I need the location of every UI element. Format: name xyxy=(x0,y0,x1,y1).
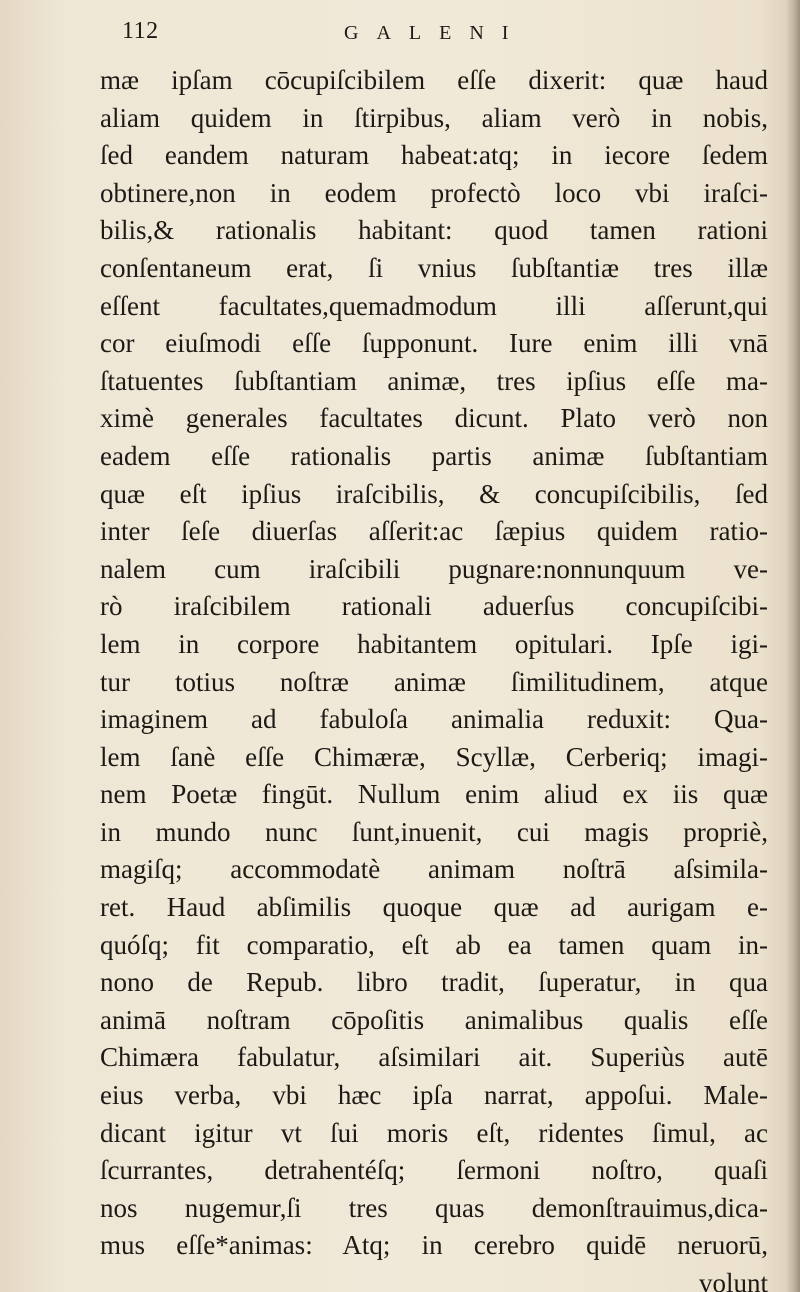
text-line: bilis,& rationalis habitant: quod tamen rationi xyxy=(100,215,768,246)
text-line: animā noſtram cōpoſitis animalibus qualis eſſe xyxy=(100,1004,768,1035)
catchword: volunt xyxy=(698,1268,768,1292)
text-line: dicant igitur vt ſui moris eſt, ridentes ſimul, ac xyxy=(100,1117,768,1148)
text-line: magiſq; accommodatè animam noſtrā aſsimila- xyxy=(100,854,768,885)
text-line: nem Poetæ fingūt. Nullum enim aliud ex iis quæ xyxy=(100,779,768,810)
text-line: obtinere,non in eodem profectò loco vbi iraſci- xyxy=(100,177,768,208)
text-line: quæ eſt ipſius iraſcibilis, & concupiſcibilis, ſed xyxy=(100,478,768,509)
page-number: 112 xyxy=(122,18,159,44)
text-line: imaginem ad fabuloſa animalia reduxit: Qua- xyxy=(100,704,768,735)
text-line: eius verba, vbi hæc ipſa narrat, appoſui. Male- xyxy=(100,1080,768,1111)
text-line: nono de Repub. libro tradit, ſuperatur, in qua xyxy=(100,967,768,998)
text-line: ſed eandem naturam habeat:atq; in iecore ſedem xyxy=(100,140,768,171)
page-edge-shadow xyxy=(786,0,800,1292)
text-line: ſtatuentes ſubſtantiam animæ, tres ipſius eſſe ma- xyxy=(100,365,768,396)
text-line: eſſent facultates,quemadmodum illi aſſerunt,qui xyxy=(100,290,768,321)
text-line: mus eſſe*animas: Atq; in cerebro quidē neruorū, xyxy=(100,1230,768,1261)
text-line: inter ſeſe diuerſas aſſerit:ac ſæpius quidem ratio- xyxy=(100,516,768,547)
text-line: nos nugemur,ſi tres quas demonſtrauimus,dica- xyxy=(100,1192,768,1223)
text-line: conſentaneum erat, ſi vnius ſubſtantiæ tres illæ xyxy=(100,252,768,283)
text-line: rò iraſcibilem rationali aduerſus concupiſcibi- xyxy=(100,591,768,622)
page-header xyxy=(112,18,760,52)
text-line: quóſq; fit comparatio, eſt ab ea tamen quam in- xyxy=(100,929,768,960)
text-line: mæ ipſam cōcupiſcibilem eſſe dixerit: quæ haud xyxy=(100,65,768,95)
text-line: ſcurrantes, detrahentéſq; ſermoni noſtro, quaſi xyxy=(100,1155,768,1186)
text-line: ret. Haud abſimilis quoque quæ ad aurigam e- xyxy=(100,892,768,923)
text-line: cor eiuſmodi eſſe ſupponunt. Iure enim illi vnā xyxy=(100,328,768,359)
text-line: lem in corpore habitantem opitulari. Ipſe igi- xyxy=(100,628,768,659)
text-line: aliam quidem in ſtirpibus, aliam verò in nobis, xyxy=(100,102,768,133)
text-line: in mundo nunc ſunt,inuenit, cui magis propriè, xyxy=(100,816,768,847)
text-line: lem ſanè eſſe Chimæræ, Scyllæ, Cerberiq; imagi- xyxy=(100,741,768,772)
text-line: ximè generales facultates dicunt. Plato verò non xyxy=(100,403,768,434)
text-line: Chimæra fabulatur, aſsimilari ait. Superiùs autē xyxy=(100,1042,768,1073)
text-line: eadem eſſe rationalis partis animæ ſubſtantiam xyxy=(100,440,768,471)
running-head: GALENI xyxy=(344,22,527,44)
text-line: nalem cum iraſcibili pugnare:nonnunquum ve- xyxy=(100,553,768,584)
body-text xyxy=(100,62,768,1292)
text-line: tur totius noſtræ animæ ſimilitudinem, atque xyxy=(100,666,768,697)
